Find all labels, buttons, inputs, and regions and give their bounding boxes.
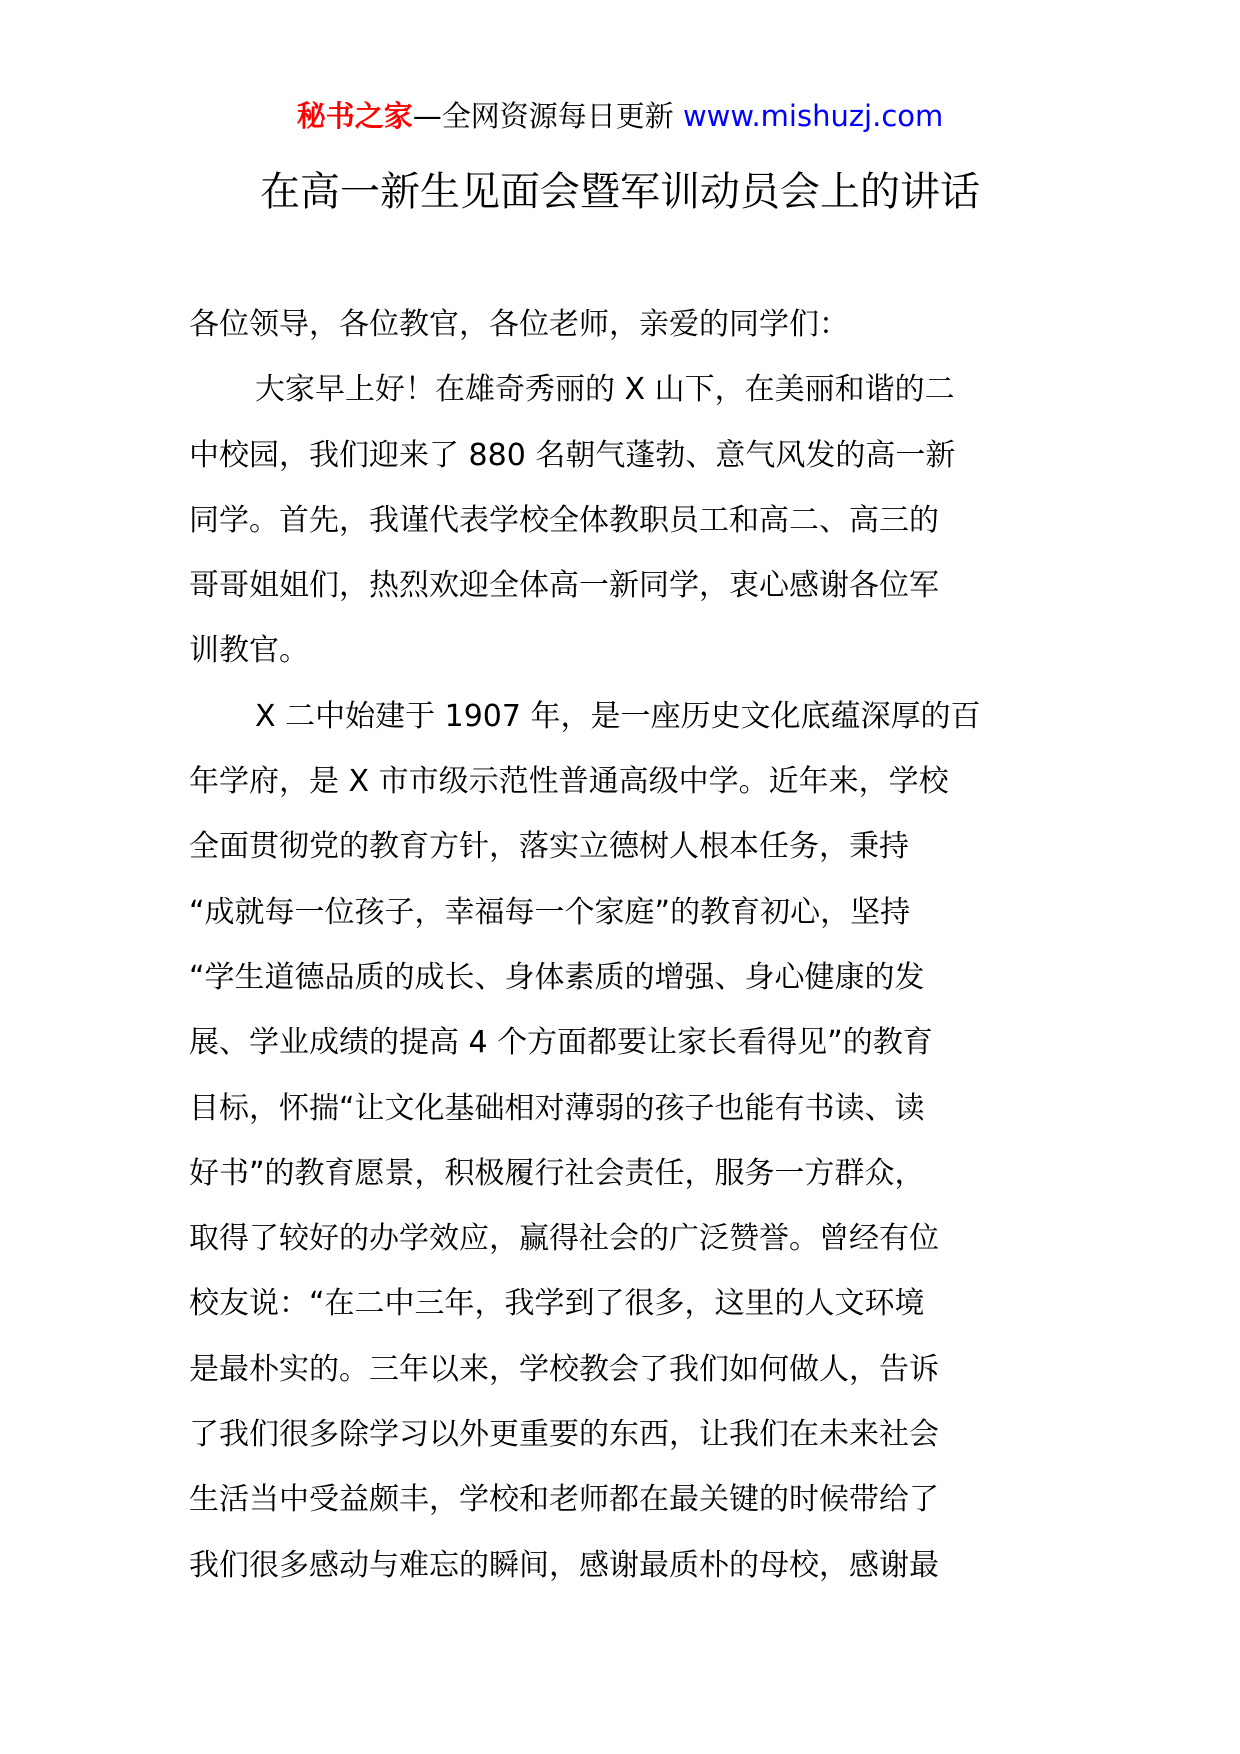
text-line: 我们很多感动与难忘的瞬间，感谢最质朴的母校，感谢最 bbox=[189, 1547, 939, 1583]
text-line: 同学。首先，我谨代表学校全体教职员工和高二、高三的 bbox=[189, 502, 939, 538]
speech-body bbox=[189, 292, 1055, 1598]
text-line: 了我们很多除学习以外更重要的东西，让我们在未来社会 bbox=[189, 1417, 939, 1453]
text-line: 哥哥姐姐们，热烈欢迎全体高一新同学，衷心感谢各位军 bbox=[189, 568, 939, 604]
text-line: 各位领导，各位教官，各位老师，亲爱的同学们： bbox=[189, 307, 849, 342]
text-line: 取得了较好的办学效应，赢得社会的广泛赞誉。曾经有位 bbox=[189, 1221, 939, 1257]
text-line: 生活当中受益颇丰，学校和老师都在最关键的时候带给了 bbox=[189, 1482, 939, 1518]
site-url-link[interactable]: www.mishuzj.com bbox=[682, 99, 944, 133]
text-line: 年学府，是 X 市市级示范性普通高级中学。近年来，学校 bbox=[189, 764, 949, 800]
header-tagline: —全网资源每日更新 bbox=[412, 99, 674, 133]
text-line: 中校园，我们迎来了 880 名朝气蓬勃、意气风发的高一新 bbox=[189, 437, 956, 473]
text-line: “成就每一位孩子，幸福每一个家庭”的教育初心，坚持 bbox=[189, 894, 911, 930]
document-title: 在高一新生见面会暨军训动员会上的讲话 bbox=[260, 169, 980, 215]
text-line: 训教官。 bbox=[189, 633, 309, 669]
text-line: 是最朴实的。三年以来，学校教会了我们如何做人，告诉 bbox=[189, 1351, 939, 1387]
brand-name: 秘书之家 bbox=[296, 99, 413, 133]
text-line: 展、学业成绩的提高 4 个方面都要让家长看得见”的教育 bbox=[189, 1025, 933, 1061]
text-line: “学生道德品质的成长、身体素质的增强、身心健康的发 bbox=[189, 959, 925, 995]
text-line: 大家早上好！在雄奇秀丽的 X 山下，在美丽和谐的二 bbox=[255, 372, 955, 408]
text-line: 全面贯彻党的教育方针，落实立德树人根本任务，秉持 bbox=[189, 829, 909, 865]
text-line: 校友说：“在二中三年，我学到了很多，这里的人文环境 bbox=[189, 1286, 925, 1322]
text-line: X 二中始建于 1907 年，是一座历史文化底蕴深厚的百 bbox=[255, 698, 981, 734]
header-banner bbox=[0, 96, 1240, 136]
text-line: 目标，怀揣“让文化基础相对薄弱的孩子也能有书读、读 bbox=[189, 1090, 925, 1126]
text-line: 好书”的教育愿景，积极履行社会责任，服务一方群众， bbox=[189, 1155, 925, 1191]
